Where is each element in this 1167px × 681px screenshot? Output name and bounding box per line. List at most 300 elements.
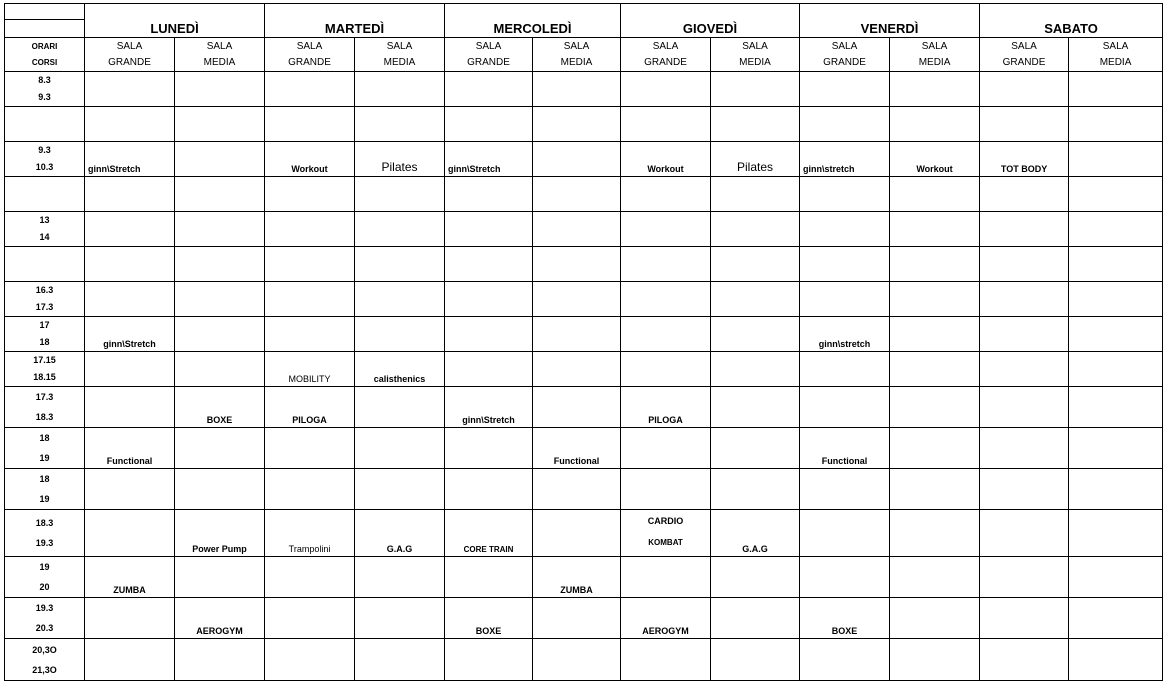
class-cell xyxy=(800,387,890,428)
class-cell xyxy=(533,317,621,352)
class-cell xyxy=(621,352,711,387)
class-cell xyxy=(175,107,265,142)
time-start xyxy=(5,247,84,264)
time-end: 14 xyxy=(39,232,50,242)
class-cell xyxy=(621,557,711,598)
time-cell xyxy=(5,598,85,639)
time-end xyxy=(5,194,84,211)
day-header: MERCOLEDÌ xyxy=(445,4,621,38)
class-cell xyxy=(85,428,175,469)
class-cell xyxy=(1069,428,1163,469)
class-cell xyxy=(445,282,533,317)
class-cell xyxy=(265,352,355,387)
room-label: MEDIA xyxy=(1099,56,1132,68)
class-cell xyxy=(355,598,445,639)
class-name: ginn\Stretch xyxy=(88,164,141,174)
time-cell xyxy=(5,639,85,681)
class-cell xyxy=(355,72,445,107)
class-cell xyxy=(980,510,1069,557)
header-sala-row xyxy=(5,38,1163,72)
orari-label: ORARI xyxy=(31,41,58,51)
class-cell xyxy=(355,639,445,681)
class-name: BOXE xyxy=(831,626,858,636)
class-cell xyxy=(85,177,175,212)
class-cell xyxy=(711,598,800,639)
time-end: 19 xyxy=(39,453,50,463)
time-start: 9.3 xyxy=(38,145,51,155)
class-name: AEROGYM xyxy=(642,626,689,636)
room-label: MEDIA xyxy=(918,56,951,68)
class-cell xyxy=(621,142,711,177)
class-cell xyxy=(621,107,711,142)
class-name: G.A.G xyxy=(386,544,413,554)
time-end: 10.3 xyxy=(35,162,54,172)
class-cell xyxy=(175,352,265,387)
class-cell xyxy=(711,72,800,107)
class-cell xyxy=(800,317,890,352)
time-end: 17.3 xyxy=(35,302,54,312)
class-cell xyxy=(621,598,711,639)
time-cell xyxy=(5,72,85,107)
class-cell xyxy=(890,387,980,428)
class-name: ginn\Stretch xyxy=(103,339,156,349)
class-cell xyxy=(533,387,621,428)
time-row xyxy=(5,247,1163,282)
class-cell xyxy=(445,72,533,107)
class-cell xyxy=(621,510,711,557)
class-cell xyxy=(175,212,265,247)
sala-media-header xyxy=(175,38,265,72)
room-label: GRANDE xyxy=(467,56,510,68)
class-cell xyxy=(85,387,175,428)
time-end: 21,3O xyxy=(32,664,57,675)
room-label: GRANDE xyxy=(644,56,687,68)
time-row xyxy=(5,142,1163,177)
class-cell xyxy=(533,177,621,212)
day-header: GIOVEDÌ xyxy=(621,4,800,38)
class-name: Trampolini xyxy=(288,544,331,554)
class-cell xyxy=(85,107,175,142)
class-cell xyxy=(445,387,533,428)
class-cell xyxy=(355,247,445,282)
sala-label: SALA xyxy=(206,40,233,52)
class-cell xyxy=(1069,387,1163,428)
sala-label: SALA xyxy=(742,40,768,52)
time-cell xyxy=(5,469,85,510)
class-cell xyxy=(621,177,711,212)
room-label: GRANDE xyxy=(1002,56,1046,68)
time-cell xyxy=(5,247,85,282)
class-cell xyxy=(445,212,533,247)
class-cell xyxy=(355,510,445,557)
day-header: SABATO xyxy=(980,4,1163,38)
class-cell xyxy=(800,428,890,469)
sala-media-header xyxy=(890,38,980,72)
day-header: MARTEDÌ xyxy=(265,4,445,38)
time-cell xyxy=(5,428,85,469)
class-cell xyxy=(85,598,175,639)
time-end xyxy=(5,124,84,141)
schedule-table xyxy=(4,3,1163,681)
class-cell xyxy=(800,212,890,247)
class-cell xyxy=(265,639,355,681)
time-row xyxy=(5,598,1163,639)
room-label: GRANDE xyxy=(288,56,331,68)
class-cell xyxy=(445,639,533,681)
time-end: 18 xyxy=(39,337,50,347)
time-start xyxy=(5,107,84,124)
class-cell xyxy=(800,510,890,557)
time-row xyxy=(5,428,1163,469)
time-cell xyxy=(5,352,85,387)
time-start: 19 xyxy=(39,562,50,572)
class-cell xyxy=(621,317,711,352)
class-cell xyxy=(175,247,265,282)
class-cell xyxy=(711,177,800,212)
class-cell xyxy=(800,598,890,639)
class-cell xyxy=(711,212,800,247)
sala-grande-header xyxy=(800,38,890,72)
class-cell xyxy=(890,352,980,387)
class-name: ginn\Stretch xyxy=(448,164,501,174)
class-cell xyxy=(711,469,800,510)
sala-label: SALA xyxy=(1011,40,1037,52)
sala-grande-header xyxy=(980,38,1069,72)
class-name: Power Pump xyxy=(192,544,247,554)
class-cell xyxy=(355,317,445,352)
class-cell xyxy=(175,282,265,317)
class-cell xyxy=(980,598,1069,639)
class-cell xyxy=(621,428,711,469)
time-row xyxy=(5,212,1163,247)
class-cell xyxy=(980,72,1069,107)
class-cell xyxy=(711,557,800,598)
class-cell xyxy=(890,469,980,510)
class-cell xyxy=(1069,510,1163,557)
time-start xyxy=(5,177,84,194)
class-cell xyxy=(980,317,1069,352)
time-end: 18.15 xyxy=(33,372,56,382)
class-name: PILOGA xyxy=(292,415,327,425)
time-end: 9.3 xyxy=(38,92,51,102)
class-cell xyxy=(800,72,890,107)
class-cell xyxy=(445,177,533,212)
class-cell xyxy=(175,557,265,598)
class-cell xyxy=(980,107,1069,142)
class-cell xyxy=(265,510,355,557)
class-cell xyxy=(265,469,355,510)
sala-label: SALA xyxy=(386,40,413,52)
class-name: Functional xyxy=(106,456,153,466)
class-cell xyxy=(85,510,175,557)
sala-label: SALA xyxy=(563,40,590,52)
time-cell xyxy=(5,212,85,247)
class-cell xyxy=(355,352,445,387)
class-cell xyxy=(265,107,355,142)
class-cell xyxy=(445,107,533,142)
class-cell xyxy=(533,557,621,598)
class-cell xyxy=(711,282,800,317)
class-cell xyxy=(533,598,621,639)
class-cell xyxy=(265,428,355,469)
class-cell xyxy=(355,387,445,428)
class-name: Functional xyxy=(821,456,868,466)
class-cell xyxy=(711,352,800,387)
class-cell xyxy=(711,510,800,557)
class-cell xyxy=(533,72,621,107)
time-cell xyxy=(5,557,85,598)
time-end: 19.3 xyxy=(35,538,54,548)
class-cell xyxy=(980,177,1069,212)
class-cell xyxy=(621,212,711,247)
sala-media-header xyxy=(355,38,445,72)
class-cell xyxy=(445,557,533,598)
class-name: BOXE xyxy=(475,626,502,636)
class-name: BOXE xyxy=(206,415,233,425)
class-cell xyxy=(980,142,1069,177)
class-cell xyxy=(355,282,445,317)
class-cell xyxy=(711,317,800,352)
class-cell xyxy=(445,598,533,639)
class-name: calisthenics xyxy=(373,374,426,384)
sala-grande-header xyxy=(445,38,533,72)
class-name: TOT BODY xyxy=(1000,164,1048,174)
class-cell xyxy=(533,352,621,387)
time-row xyxy=(5,282,1163,317)
room-label: MEDIA xyxy=(739,56,771,68)
class-cell xyxy=(711,107,800,142)
class-cell xyxy=(711,387,800,428)
time-end xyxy=(5,264,84,281)
class-cell xyxy=(265,387,355,428)
class-cell xyxy=(533,282,621,317)
time-start: 20,3O xyxy=(32,644,57,655)
class-name: ZUMBA xyxy=(560,585,593,595)
class-cell xyxy=(1069,639,1163,681)
class-cell xyxy=(1069,107,1163,142)
class-cell xyxy=(265,142,355,177)
class-cell xyxy=(1069,177,1163,212)
class-name: Workout xyxy=(291,164,328,174)
class-cell xyxy=(533,639,621,681)
class-cell xyxy=(890,247,980,282)
time-cell xyxy=(5,107,85,142)
class-cell xyxy=(890,510,980,557)
sala-grande-header xyxy=(621,38,711,72)
class-name: Workout xyxy=(916,164,953,174)
class-cell xyxy=(980,428,1069,469)
class-cell xyxy=(265,317,355,352)
class-name: Pilates xyxy=(737,160,774,174)
class-cell xyxy=(800,142,890,177)
class-name: MOBILITY xyxy=(288,374,331,384)
class-cell xyxy=(85,247,175,282)
class-cell xyxy=(711,142,800,177)
class-cell xyxy=(890,107,980,142)
time-row xyxy=(5,510,1163,557)
class-name: ginn\stretch xyxy=(818,339,871,349)
class-name: G.A.G xyxy=(742,544,768,554)
time-row xyxy=(5,387,1163,428)
class-cell xyxy=(1069,212,1163,247)
sala-label: SALA xyxy=(475,40,502,52)
class-cell xyxy=(621,469,711,510)
time-cell xyxy=(5,510,85,557)
time-start: 18 xyxy=(39,474,50,484)
class-cell xyxy=(980,247,1069,282)
time-end: 18.3 xyxy=(35,412,54,422)
corner-cell xyxy=(5,4,85,38)
class-cell xyxy=(85,142,175,177)
sala-label: SALA xyxy=(1102,40,1129,52)
class-cell xyxy=(621,387,711,428)
time-row xyxy=(5,469,1163,510)
class-cell xyxy=(800,469,890,510)
class-cell xyxy=(890,639,980,681)
sala-label: SALA xyxy=(296,40,323,52)
class-cell xyxy=(265,72,355,107)
class-cell xyxy=(1069,469,1163,510)
class-cell xyxy=(711,247,800,282)
time-row xyxy=(5,352,1163,387)
room-label: MEDIA xyxy=(383,56,416,68)
class-cell xyxy=(445,142,533,177)
class-cell xyxy=(533,142,621,177)
class-cell xyxy=(1069,282,1163,317)
class-cell xyxy=(800,107,890,142)
time-row xyxy=(5,317,1163,352)
sala-media-header xyxy=(711,38,800,72)
time-cell xyxy=(5,142,85,177)
class-cell xyxy=(445,247,533,282)
class-cell xyxy=(355,428,445,469)
class-name: AEROGYM xyxy=(196,626,243,636)
sala-label: SALA xyxy=(831,40,858,52)
time-start: 17.3 xyxy=(35,392,54,402)
time-start: 17.15 xyxy=(33,355,56,365)
time-end: 20 xyxy=(39,582,50,592)
class-cell xyxy=(800,247,890,282)
room-label: MEDIA xyxy=(560,56,593,68)
time-row xyxy=(5,177,1163,212)
time-start: 18 xyxy=(39,433,50,443)
time-start: 13 xyxy=(39,215,50,225)
class-cell xyxy=(1069,352,1163,387)
class-cell xyxy=(355,107,445,142)
class-cell xyxy=(711,639,800,681)
class-cell xyxy=(621,282,711,317)
orari-corsi-label xyxy=(5,38,85,72)
class-cell xyxy=(533,428,621,469)
time-row xyxy=(5,639,1163,681)
sala-label: SALA xyxy=(116,40,143,52)
class-cell xyxy=(175,317,265,352)
class-name: Functional xyxy=(553,456,600,466)
class-cell xyxy=(85,72,175,107)
corsi-label: CORSI xyxy=(31,57,58,67)
class-cell xyxy=(533,469,621,510)
class-cell xyxy=(175,142,265,177)
time-start: 16.3 xyxy=(35,285,54,295)
time-start: 17 xyxy=(39,320,50,330)
class-cell xyxy=(800,639,890,681)
class-cell xyxy=(175,598,265,639)
class-cell xyxy=(890,212,980,247)
class-cell xyxy=(445,317,533,352)
class-cell xyxy=(265,212,355,247)
header-days-row xyxy=(5,4,1163,38)
class-name: Pilates xyxy=(381,160,418,174)
class-name: CORE TRAIN xyxy=(463,545,514,554)
class-cell xyxy=(980,352,1069,387)
class-cell xyxy=(533,212,621,247)
class-cell xyxy=(85,352,175,387)
class-name: PILOGA xyxy=(648,415,683,425)
class-cell xyxy=(890,177,980,212)
class-cell xyxy=(355,212,445,247)
class-cell xyxy=(980,387,1069,428)
sala-label: SALA xyxy=(921,40,948,52)
class-cell xyxy=(890,557,980,598)
class-cell xyxy=(355,469,445,510)
class-cell xyxy=(445,352,533,387)
class-name: ginn\Stretch xyxy=(462,415,515,425)
class-cell xyxy=(175,387,265,428)
class-name: Workout xyxy=(647,164,684,174)
class-cell xyxy=(980,469,1069,510)
time-start: 19.3 xyxy=(35,603,54,613)
time-cell xyxy=(5,177,85,212)
class-cell xyxy=(621,639,711,681)
class-cell xyxy=(265,282,355,317)
day-header: LUNEDÌ xyxy=(85,4,265,38)
class-cell xyxy=(800,557,890,598)
class-cell xyxy=(175,72,265,107)
class-cell xyxy=(445,510,533,557)
class-cell xyxy=(85,469,175,510)
class-cell xyxy=(265,598,355,639)
class-cell xyxy=(265,247,355,282)
class-cell xyxy=(1069,598,1163,639)
room-label: GRANDE xyxy=(108,56,151,68)
class-cell xyxy=(621,247,711,282)
class-cell xyxy=(533,247,621,282)
class-name: ZUMBA xyxy=(113,585,146,595)
class-name: ginn\stretch xyxy=(803,164,855,174)
time-cell xyxy=(5,282,85,317)
class-cell xyxy=(980,212,1069,247)
class-cell xyxy=(85,639,175,681)
time-row xyxy=(5,107,1163,142)
class-cell xyxy=(445,469,533,510)
sala-label: SALA xyxy=(652,40,679,52)
class-cell xyxy=(355,142,445,177)
sala-media-header xyxy=(533,38,621,72)
class-cell xyxy=(1069,247,1163,282)
class-cell xyxy=(621,72,711,107)
class-cell xyxy=(175,510,265,557)
class-cell xyxy=(355,557,445,598)
class-cell xyxy=(980,557,1069,598)
time-cell xyxy=(5,387,85,428)
time-row xyxy=(5,557,1163,598)
class-cell xyxy=(85,557,175,598)
class-cell xyxy=(890,142,980,177)
time-end: 20.3 xyxy=(35,623,54,633)
time-start: 18.3 xyxy=(35,518,54,528)
class-cell xyxy=(85,282,175,317)
class-cell xyxy=(711,428,800,469)
